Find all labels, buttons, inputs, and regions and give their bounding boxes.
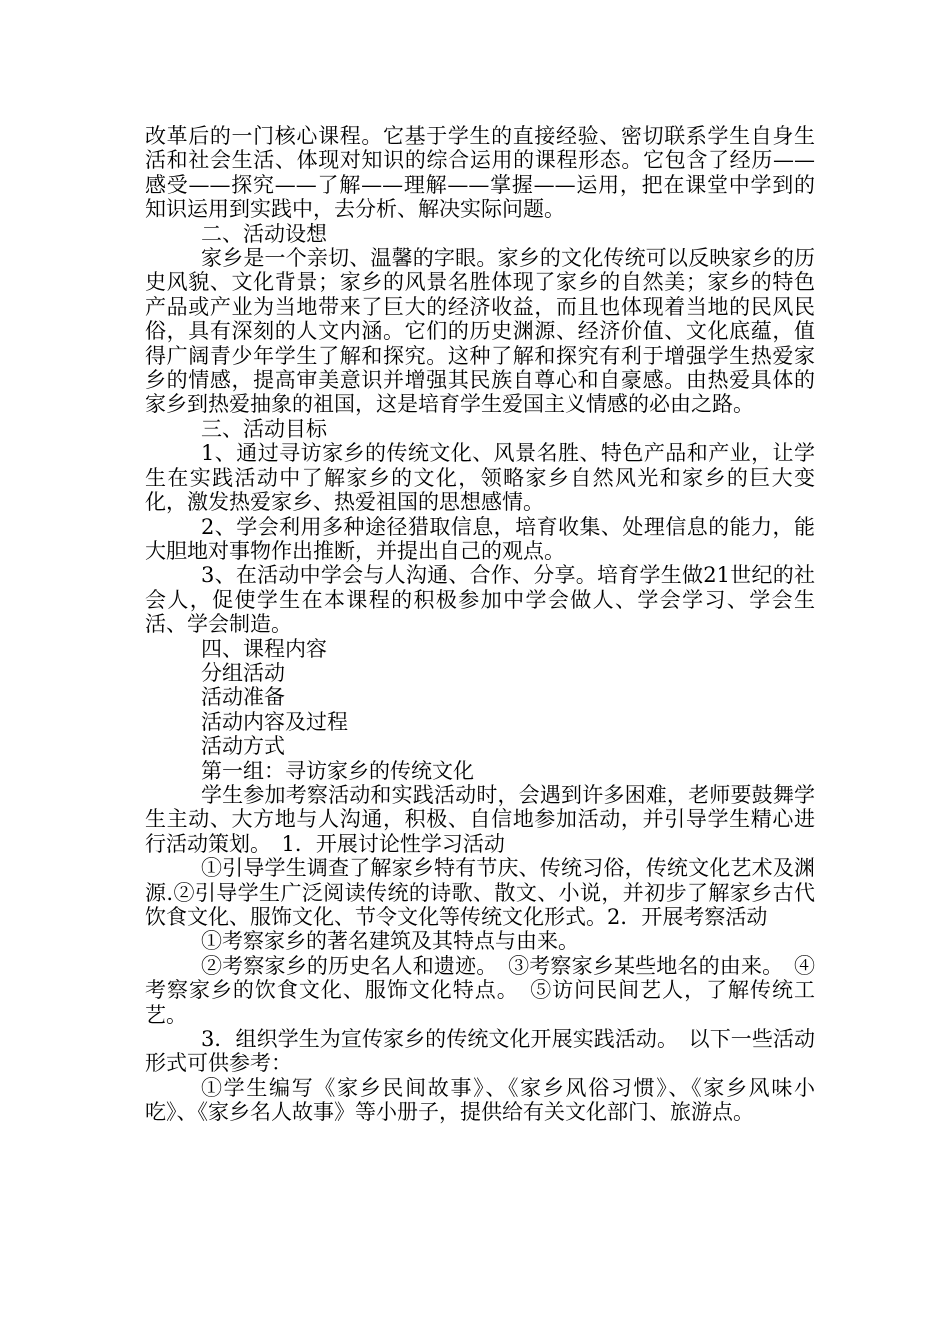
paragraph-hometown-intro: 家乡是一个亲切、温馨的字眼。家乡的文化传统可以反映家乡的历史风貌、文化背景；家乡的风景名胜体现了家乡的自然美；家乡的特色产品或产业为当地带来了巨大的经济收益，而且也体现着当地的民风民俗，具有深刻的人文内涵。它们的历史渊源、经济价值、文化底蕴，值得广阔青少年学生了解和探究。这种了解和探究有利于增强学生热爱家乡的情感，提高审美意识并增强其民族自尊心和自豪感。由热爱具体的家乡到热爱抽象的祖国，这是培育学生爱国主义情感的必由之路。 [145,246,815,417]
paragraph-survey-items-2-5: ②考察家乡的历史名人和遗迹。 ③考察家乡某些地名的由来。 ④考察家乡的饮食文化、服饰文化特点。 ⑤访问民间艺人，了解传统工艺。 [145,953,815,1027]
heading-group-one: 第一组：寻访家乡的传统文化 [201,758,474,783]
item-activity-preparation: 活动准备 [201,685,285,710]
item-activity-process: 活动内容及过程 [201,709,348,734]
document-body [145,124,815,1125]
paragraph-curriculum-intro: 改革后的一门核心课程。它基于学生的直接经验、密切联系学生自身生活和社会生活、体现对知识的综合运用的课程形态。它包含了经历——感受——探究——了解——理解——掌握——运用，把在课堂中学到的知识运用到实践中，去分析、解决实际问题。 [145,124,815,222]
paragraph-practice-item-1: ①学生编写《家乡民间故事》、《家乡风俗习惯》、《家乡风味小吃》、《家乡名人故事》等小册子，提供给有关文化部门、旅游点。 [145,1075,815,1125]
paragraph-group-one-intro: 学生参加考察活动和实践活动时，会遇到许多困难，老师要鼓舞学生主动、大方地与人沟通，积极、自信地参加活动，并引导学生精心进行活动策划。 1．开展讨论性学习活动 [145,782,815,856]
heading-activity-concept: 二、活动设想 [201,221,327,246]
paragraph-goal-1: 1、通过寻访家乡的传统文化、风景名胜、特色产品和产业，让学生在实践活动中了解家乡的文化，领略家乡自然风光和家乡的巨大变化，激发热爱家乡、热爱祖国的思想感情。 [145,441,815,515]
paragraph-goal-2: 2、学会利用多种途径猎取信息，培育收集、处理信息的能力，能大胆地对事物作出推断，并提出自己的观点。 [145,514,815,563]
paragraph-practice-intro: 3．组织学生为宣传家乡的传统文化开展实践活动。 以下一些活动形式可供参考： [145,1027,815,1076]
item-activity-method: 活动方式 [201,734,285,759]
paragraph-survey-item-1: ①考察家乡的著名建筑及其特点与由来。 [201,929,579,954]
heading-activity-goals: 三、活动目标 [201,416,327,441]
paragraph-research-items: ①引导学生调查了解家乡特有节庆、传统习俗，传统文化艺术及渊源.②引导学生广泛阅读传统的诗歌、散文、小说，并初步了解家乡古代饮食文化、服饰文化、节令文化等传统文化形式。2．开展考察活动 [145,856,815,929]
heading-course-content: 四、课程内容 [201,636,327,661]
paragraph-goal-3: 3、在活动中学会与人沟通、合作、分享。培育学生做21世纪的社会人，促使学生在本课程的积极参加中学会做人、学会学习、学会生活、学会制造。 [145,563,815,637]
item-group-activity: 分组活动 [201,660,285,685]
